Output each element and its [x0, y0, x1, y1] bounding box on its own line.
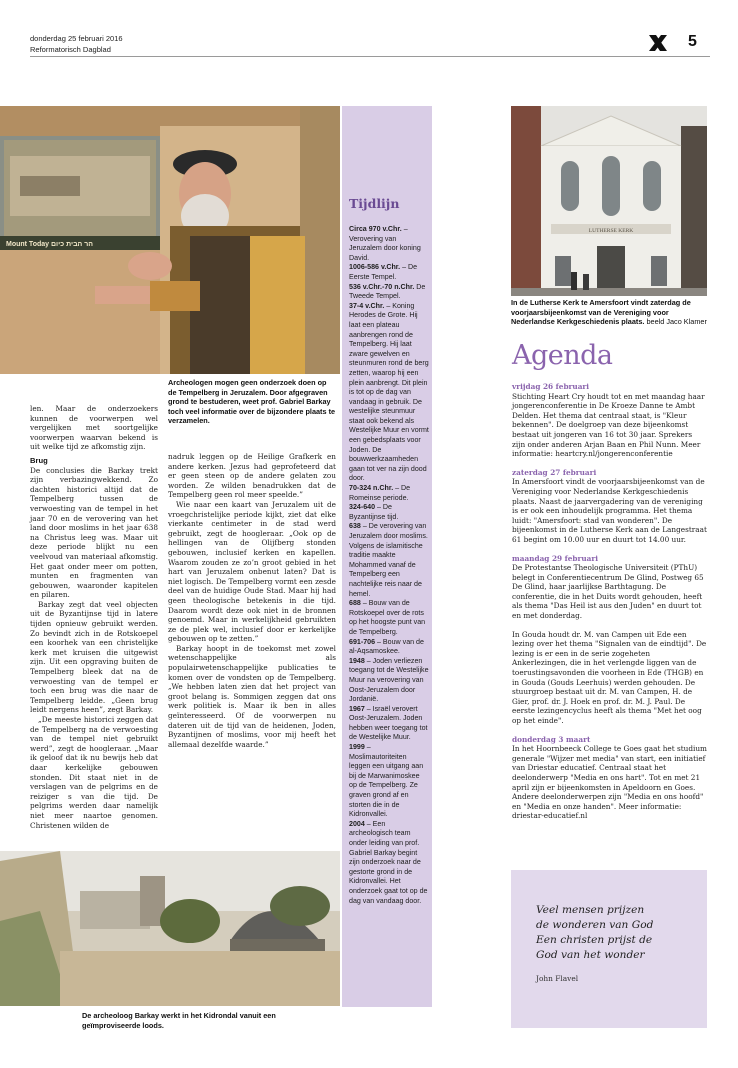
- agenda-paragraph: In Amersfoort vindt de voorjaarsbijeenkomst van de Vereniging voor Nederlandse Kerkgeschiedenis plaats. Naast de jaarvergadering van de vereniging is er ook een inhoudelijk programma. Het thema luidt: "Amersfoort: stad van wonderen". De bijeenkomst in de Lutherse Kerk aan de Langestraat 61 begint om 10.00 uur en duurt tot 14.00 uur.: [512, 477, 707, 544]
- timeline-text: – Joden verliezen toegang tot de Westelijke Muur na verovering van Oost-Jeruzalem door Jordanië.: [349, 656, 429, 704]
- timeline-year: 1967: [349, 704, 365, 713]
- article-paragraph: nadruk leggen op de Heilige Grafkerk en andere kerken. Jezus had geprofeteerd dat er geen steen op de andere gelaten zou worden. Ze wilden benadrukken dat de Tempelberg geen rol meer speelde.”: [168, 452, 336, 500]
- sign-text: Mount Today הר הבית כיום: [6, 241, 93, 248]
- newspaper-x-logo-icon: [648, 34, 668, 52]
- header-meta: [30, 33, 123, 55]
- photo-barkay-portrait: [0, 106, 340, 374]
- photo3-caption: [511, 298, 707, 327]
- timeline-entry: [349, 283, 429, 302]
- article-subhead: Brug: [30, 455, 48, 465]
- timeline-entry: [349, 522, 429, 599]
- timeline-text: – De Eerste Tempel.: [349, 263, 418, 281]
- agenda-paragraph: Stichting Heart Cry houdt tot en met maandag haar jongerenconferentie in De Kroeze Danne te Ambt Delden. Het thema dat centraal staat, is "Kleur bekennen". De doelgroep van deze bijeenkomst bestaat uit jongeren van 16 tot 30 jaar. Sprekers zijn onder anderen Arjan Baan en Phil Nunn. Meer informatie: heartcry.nl/jongerenconferentie: [512, 391, 705, 459]
- photo2-caption-text: De archeoloog Barkay werkt in het Kidrondal vanuit een geïmproviseerde loods.: [82, 1011, 276, 1030]
- timeline-entry: [349, 705, 429, 743]
- agenda-day: donderdag 3 maart: [512, 734, 591, 744]
- timeline-text: – Een archeologisch team onder leiding van prof. Gabriel Barkay begint zijn onderzoek naar de gestorte grond in de Kidronvallei. Het onderzoek gaat tot op de dag van vandaag door.: [349, 819, 428, 905]
- page-number: 5: [688, 33, 697, 50]
- timeline-entry: [349, 263, 429, 282]
- timeline-year: 37-4 v.Chr.: [349, 301, 385, 310]
- timeline-text: – De verovering van Jeruzalem door moslims. Volgens de islamitische traditie maakte Mohammed vanaf de Tempelberg een nachtelijke reis naar de hemel.: [349, 522, 428, 598]
- timeline-year: 638: [349, 522, 361, 531]
- timeline-entry: [349, 503, 429, 522]
- timeline-text: De Tweede Tempel.: [349, 282, 426, 301]
- agenda-paragraph: In het Hoornbeeck College te Goes gaat het studium generale "Wijzer met media" van start, een initiatief van Driestar educatief. Centraal staat het deelonderwerp "Media en ons hart". Tot en met 21 april zijn er bijeenkomsten in Apeldoorn en Goes. Andere deelonderwerpen zijn "Media en ons hoofd" en "Media en onze handen". Meer informatie: driestar-educatief.nl: [512, 744, 707, 821]
- agenda-list: [512, 382, 707, 821]
- quote-line: God van het wonder: [536, 949, 645, 961]
- timeline-entry: [349, 638, 429, 657]
- timeline-entry: [349, 225, 429, 263]
- timeline-entry: [349, 302, 429, 484]
- timeline-entry: [349, 820, 429, 906]
- agenda-day: maandag 29 februari: [512, 553, 599, 563]
- timeline-text: – Verovering van Jeruzalem door koning David.: [349, 225, 421, 262]
- quote-text: [536, 903, 696, 963]
- timeline-year: 688: [349, 599, 361, 608]
- timeline-title: Tijdlijn: [349, 196, 400, 211]
- timeline-text: – De Romeinse periode.: [349, 484, 411, 502]
- header-paper: Reformatorisch Dagblad: [30, 45, 111, 54]
- timeline-text: – Koning Herodes de Grote. Hij laat een plateau aanbrengen rond de Tempelberg. Hij laat zware gewelven en steunmuren rond de berg zetten, waarop hij een plein aanbrengt. Dit plein is tot op de dag van vandaag in gebruik. De westelijke steunmuur staat ook bekend als Westelijke Muur en vormt een gebedsplaats voor Joden. De bouwwerkzaamheden gaan tot ver na zijn dood door.: [349, 301, 429, 483]
- article-paragraph: len. Maar de onderzoekers kunnen de voorwerpen wel vergelijken met soortgelijke voorwerpen waarvan bekend is uit welke tijd ze afkomstig zijn.: [30, 404, 158, 452]
- article-paragraph: Barkay hoopt in de toekomst met zowel wetenschappelijke als populairwetenschappelijke publicaties te komen over de vondsten op de Tempelberg. „We hebben laten zien dat het project van groot belang is. Sommigen zeggen dat ons werk politiek is. Maar ik ben in alles geïnteresseerd. Of de voorwerpen nu dateren uit de tijd van de heidenen, Joden, Byzantijnen of moslims, voor mij heeft het allemaal dezelfde waarde.”: [168, 643, 336, 749]
- timeline-text: – Bouw van de Rotskoepel over de rots op het hoogste punt van de Tempelberg.: [349, 599, 426, 636]
- timeline-year: 1999: [349, 743, 365, 752]
- quote-author: John Flavel: [536, 974, 579, 983]
- photo3-caption-text: In de Lutherse Kerk te Amersfoort vindt zaterdag de voorjaarsbijeenkomst van de Vereniging voor Nederlandse Kerkgeschiedenis plaats.: [511, 298, 691, 327]
- timeline-year: Circa 970 v.Chr.: [349, 225, 402, 233]
- header-date: donderdag 25 februari 2016: [30, 34, 123, 43]
- timeline-year: 536 v.Chr.-70 n.Chr.: [349, 282, 415, 291]
- photo-kidron-valley: [0, 851, 340, 1006]
- building-sign: LUTHERSE KERK: [588, 228, 634, 234]
- agenda-paragraph: De Protestantse Theologische Universiteit (PThU) belegt in Conferentiecentrum De Glind, Postweg 65 De Glind, haar jaarlijkse Barthtagung. De conferentie, die in het Duits wordt gehouden, heeft als thema "Das Heil ist aus den Juden" en duurt tot en met donderdag.: [512, 563, 704, 621]
- timeline-entry: [349, 484, 429, 503]
- quote-line: de wonderen van God: [536, 919, 654, 931]
- timeline-text: – Bouw van de al-Aqsamoskee.: [349, 637, 424, 656]
- photo2-caption: [82, 1011, 332, 1030]
- photo1-caption: [168, 378, 336, 426]
- timeline-year: 324-640: [349, 503, 376, 512]
- timeline-year: 691-706: [349, 637, 376, 646]
- agenda-day: zaterdag 27 februari: [512, 467, 597, 477]
- article-paragraph: De conclusies die Barkay trekt zijn verbazingwekkend. Zo dachten historici altijd dat de Tempelberg tussen de verwoesting van de tempel in het jaar 70 en de verovering van het land door moslims in het jaar 638 na Christus leeg was. Maar uit deze periode blijkt nu een veelvoud van materiaal afkomstig. Het gaat onder meer om potten, munten en fragmenten van gebouwen, waaronder kapitelen en pilaren.: [30, 465, 158, 600]
- article-paragraph: Wie naar een kaart van Jeruzalem uit de vroegchristelijke periode kijkt, ziet dat elke vierkante centimeter in de stad werd gebruikt, zegt de hoogleraar. „Ook op de hellingen van de Olijfberg stonden gebouwen, inclusief kerken en kapellen. Waarom zouden ze zo’n groot gebied in het hart van Jeruzalem onbenut laten? Dat is niet logisch. De Tempelberg vormt een zesde deel van de huidige Oude Stad. Maar hij had geen theologische betekenis in die tijd. Daarom wordt deze ook niet in de bronnen genoemd. Maar in werkelijkheid gebruikten ze de plek wel, inclusief door er kerkelijke gebouwen op te zetten.”: [168, 499, 336, 644]
- quote-line: Veel mensen prijzen: [536, 904, 645, 916]
- quote-line: Een christen prijst de: [536, 934, 653, 946]
- timeline-entry: [349, 657, 429, 705]
- timeline-text: – De Byzantijnse tijd.: [349, 503, 399, 521]
- photo-lutherse-kerk: [511, 106, 707, 296]
- timeline-year: 1948: [349, 656, 365, 665]
- timeline-year: 70-324 n.Chr.: [349, 484, 394, 493]
- timeline-list: [349, 225, 429, 906]
- agenda-day: vrijdag 26 februari: [512, 382, 590, 391]
- photo1-caption-text: Archeologen mogen geen onderzoek doen op de Tempelberg in Jeruzalem. Door afgegraven grond te bestuderen, weet prof. Gabriel Barkay toch veel informatie over de bijzondere plaats te verzamelen.: [168, 378, 336, 426]
- photo3-credit: beeld Jaco Klamer: [646, 317, 707, 327]
- timeline-text: – Israël verovert Oost-Jeruzalem. Joden hebben weer toegang tot de Westelijke Muur.: [349, 704, 428, 742]
- timeline-entry: [349, 743, 429, 820]
- header-divider: [30, 56, 710, 57]
- article-column-1: [30, 404, 158, 830]
- timeline-year: 2004: [349, 819, 365, 828]
- agenda-title: Agenda: [512, 340, 613, 371]
- timeline-entry: [349, 599, 429, 637]
- article-paragraph: „De meeste historici zeggen dat de Tempelberg na de verwoesting van de tempel niet gebruikt werd”, zegt de hoogleraar. „Maar ik geloof dat ik nu bewijs heb dat daar kerkelijke gebouwen stonden. Dit staat niet in de verslagen van de pelgrims en de reiziger s van die tijd. De pelgrims werden daar namelijk niet meer naartoe genomen. Christenen wilden de: [30, 715, 158, 830]
- agenda-paragraph: In Gouda houdt dr. M. van Campen uit Ede een lezing over het thema "Signalen van de eindtijd". De lezing is er een in de serie zogeheten Ankerlezingen, die in het verlengde liggen van de toerustingsavonden die voorheen in Ede (THGB) en in Gouda (Gouds Leerhuis) werden gehouden. De stuurgroep bestaat uit dr. M. van Campen, H. de Gier, prof. dr. J. Hoek en prof. dr. M. J. Paul. De eerste lezingencyclus heeft als thema "Met het oog op het einde".: [512, 629, 707, 725]
- article-paragraph: Barkay zegt dat veel objecten uit de Byzantijnse tijd in latere tijden opnieuw gebruikt werden. Zo bevindt zich in de Rotskoepel een koorhek van een christelijke kerk met kruisen die uitgewist zijn. Uit een opgraving buiten de Tempelberg bleek dat na de verwoesting van de tempel er toch een brug was die naar de Tempelberg leidde. „Geen brug leidt nergens heen”, zegt Barkay.: [30, 599, 158, 715]
- article-column-2: [168, 452, 336, 749]
- timeline-year: 1006-586 v.Chr.: [349, 263, 401, 272]
- timeline-text: – Moslimautoriteiten leggen een uitgang aan bij de Marwanimoskee op de Tempelberg. Ze graven grond af en storten die in de Kidronvallei.: [349, 743, 424, 819]
